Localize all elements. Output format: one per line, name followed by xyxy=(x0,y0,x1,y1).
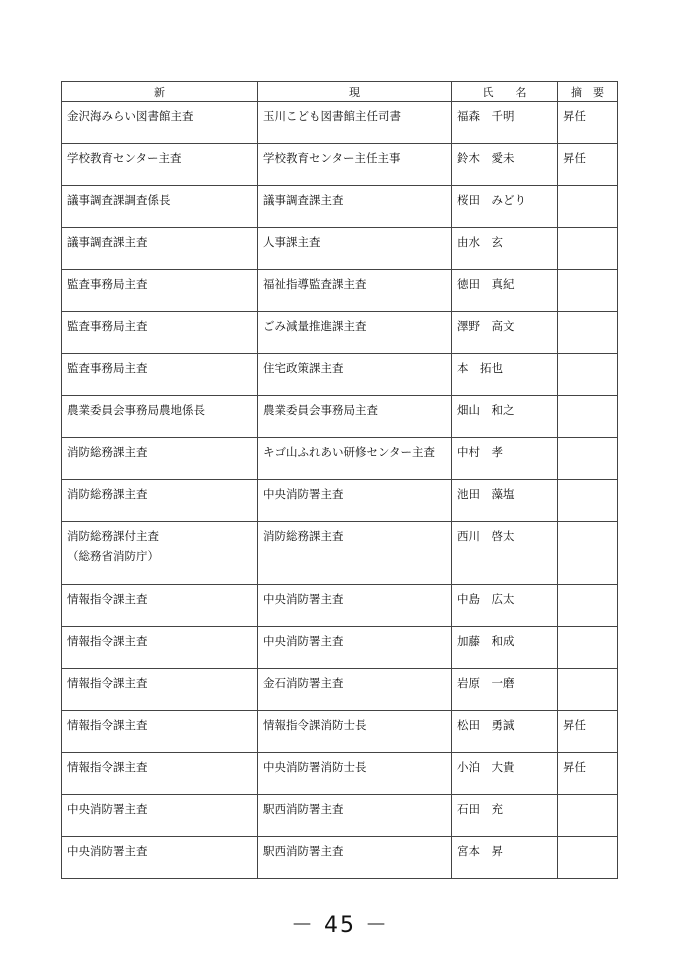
cell-remarks xyxy=(558,627,618,669)
table-row xyxy=(62,522,618,585)
header-remarks: 摘 要 xyxy=(558,82,618,102)
cell-current-position xyxy=(258,102,452,144)
cell-current-position-text: 学校教育センター主任主事 xyxy=(263,151,401,165)
cell-remarks xyxy=(558,270,618,312)
cell-remarks-text xyxy=(558,669,617,673)
cell-remarks-text xyxy=(558,186,617,190)
table-row xyxy=(62,837,618,879)
cell-name-text: 池田 藻塩 xyxy=(457,487,515,501)
new-position-line: 消防総務課付主査 xyxy=(67,529,159,543)
header-name: 氏 名 xyxy=(452,82,558,102)
cell-name-text: 小泊 大貴 xyxy=(457,760,515,774)
cell-current-position xyxy=(258,795,452,837)
table-row xyxy=(62,312,618,354)
cell-new-position xyxy=(62,186,258,228)
table-row xyxy=(62,228,618,270)
cell-current-position-text: 福祉指導監査課主査 xyxy=(263,277,367,291)
cell-name-text: 鈴木 愛未 xyxy=(457,151,515,165)
new-position-line: 中央消防署主査 xyxy=(67,802,148,816)
page-number: － 45 － xyxy=(291,913,389,938)
cell-current-position xyxy=(258,396,452,438)
cell-new-position xyxy=(62,627,258,669)
cell-current-position-text: 玉川こども図書館主任司書 xyxy=(263,109,401,123)
cell-name xyxy=(452,711,558,753)
cell-current-position xyxy=(258,438,452,480)
cell-name xyxy=(452,522,558,585)
table-row xyxy=(62,270,618,312)
new-position-line: 情報指令課主査 xyxy=(67,718,148,732)
cell-remarks-text: 昇任 xyxy=(563,109,586,123)
new-position-line: 監査事務局主査 xyxy=(67,277,148,291)
table-row xyxy=(62,753,618,795)
cell-current-position-text: 中央消防署消防士長 xyxy=(263,760,367,774)
cell-name xyxy=(452,669,558,711)
cell-current-position xyxy=(258,480,452,522)
cell-remarks xyxy=(558,711,618,753)
cell-current-position-text: 駅西消防署主査 xyxy=(263,844,344,858)
cell-remarks xyxy=(558,438,618,480)
cell-new-position xyxy=(62,228,258,270)
cell-current-position xyxy=(258,753,452,795)
cell-name xyxy=(452,795,558,837)
personnel-table xyxy=(61,81,618,879)
cell-current-position xyxy=(258,270,452,312)
cell-name-text: 畑山 和之 xyxy=(457,403,515,417)
cell-name-text: 西川 啓太 xyxy=(457,529,515,543)
new-position-line: 情報指令課主査 xyxy=(67,676,148,690)
cell-new-position xyxy=(62,585,258,627)
cell-remarks-text xyxy=(558,585,617,589)
cell-remarks-text xyxy=(558,837,617,841)
cell-name xyxy=(452,102,558,144)
new-position-line: 情報指令課主査 xyxy=(67,760,148,774)
cell-name-text: 本 拓也 xyxy=(457,361,503,375)
cell-name-text: 由水 玄 xyxy=(457,235,503,249)
cell-current-position-text: 駅西消防署主査 xyxy=(263,802,344,816)
cell-remarks-text xyxy=(558,312,617,316)
cell-new-position xyxy=(62,837,258,879)
cell-current-position xyxy=(258,354,452,396)
table-row xyxy=(62,144,618,186)
cell-remarks xyxy=(558,795,618,837)
table-row xyxy=(62,627,618,669)
cell-name xyxy=(452,186,558,228)
cell-new-position xyxy=(62,669,258,711)
new-position-line: 中央消防署主査 xyxy=(67,844,148,858)
cell-remarks-text xyxy=(558,270,617,274)
cell-current-position xyxy=(258,312,452,354)
cell-remarks xyxy=(558,585,618,627)
cell-remarks-text xyxy=(558,480,617,484)
cell-name-text: 岩原 一磨 xyxy=(457,676,515,690)
header-current: 現 xyxy=(258,82,452,102)
cell-name-text: 桜田 みどり xyxy=(457,193,526,207)
cell-remarks xyxy=(558,480,618,522)
cell-current-position-text: 住宅政策課主査 xyxy=(263,361,344,375)
cell-name xyxy=(452,480,558,522)
cell-current-position-text: 中央消防署主査 xyxy=(263,592,344,606)
table-row xyxy=(62,585,618,627)
cell-new-position xyxy=(62,480,258,522)
cell-current-position xyxy=(258,711,452,753)
cell-remarks xyxy=(558,312,618,354)
cell-remarks xyxy=(558,396,618,438)
cell-name xyxy=(452,270,558,312)
cell-remarks-text xyxy=(558,228,617,232)
new-position-line: 金沢海みらい図書館主査 xyxy=(67,109,194,123)
table-header-row xyxy=(62,82,618,102)
cell-remarks xyxy=(558,753,618,795)
table-row xyxy=(62,711,618,753)
cell-current-position xyxy=(258,837,452,879)
table-row xyxy=(62,480,618,522)
new-position-line: 監査事務局主査 xyxy=(67,361,148,375)
cell-remarks xyxy=(558,228,618,270)
cell-current-position xyxy=(258,585,452,627)
cell-remarks xyxy=(558,522,618,585)
new-position-line: 議事調査課主査 xyxy=(67,235,148,249)
cell-current-position xyxy=(258,669,452,711)
cell-name-text: 宮本 昇 xyxy=(457,844,503,858)
table-row xyxy=(62,669,618,711)
cell-current-position-text: 中央消防署主査 xyxy=(263,634,344,648)
cell-name-text: 加藤 和成 xyxy=(457,634,515,648)
cell-remarks xyxy=(558,837,618,879)
cell-remarks-text xyxy=(558,396,617,400)
cell-remarks-text xyxy=(558,627,617,631)
cell-new-position xyxy=(62,312,258,354)
new-position-line: （総務省消防庁） xyxy=(67,549,159,563)
cell-name-text: 福森 千明 xyxy=(457,109,515,123)
cell-new-position xyxy=(62,102,258,144)
cell-remarks-text xyxy=(558,354,617,358)
cell-new-position xyxy=(62,396,258,438)
cell-new-position xyxy=(62,438,258,480)
cell-remarks xyxy=(558,354,618,396)
cell-name xyxy=(452,396,558,438)
new-position-line: 農業委員会事務局農地係長 xyxy=(67,403,205,417)
cell-current-position-text: キゴ山ふれあい研修センター主査 xyxy=(263,445,436,459)
cell-remarks xyxy=(558,669,618,711)
cell-name xyxy=(452,354,558,396)
cell-new-position xyxy=(62,753,258,795)
cell-name xyxy=(452,585,558,627)
new-position-line: 監査事務局主査 xyxy=(67,319,148,333)
cell-new-position xyxy=(62,354,258,396)
cell-name xyxy=(452,627,558,669)
cell-remarks-text: 昇任 xyxy=(563,718,586,732)
cell-current-position-text: 情報指令課消防士長 xyxy=(263,718,367,732)
cell-name xyxy=(452,753,558,795)
cell-remarks-text xyxy=(558,438,617,442)
cell-new-position xyxy=(62,522,258,585)
table-body xyxy=(62,102,618,879)
cell-name xyxy=(452,228,558,270)
table-row xyxy=(62,186,618,228)
cell-current-position xyxy=(258,627,452,669)
new-position-line: 議事調査課調査係長 xyxy=(67,193,171,207)
cell-new-position xyxy=(62,144,258,186)
new-position-line: 学校教育センター主査 xyxy=(67,151,182,165)
cell-remarks xyxy=(558,186,618,228)
new-position-line: 消防総務課主査 xyxy=(67,445,148,459)
cell-current-position-text: ごみ減量推進課主査 xyxy=(263,319,367,333)
cell-new-position xyxy=(62,270,258,312)
cell-name xyxy=(452,837,558,879)
cell-remarks-text: 昇任 xyxy=(563,760,586,774)
cell-name-text: 石田 充 xyxy=(457,802,503,816)
cell-new-position xyxy=(62,795,258,837)
new-position-line: 消防総務課主査 xyxy=(67,487,148,501)
cell-current-position-text: 金石消防署主査 xyxy=(263,676,344,690)
cell-name-text: 徳田 真紀 xyxy=(457,277,515,291)
cell-current-position xyxy=(258,522,452,585)
cell-name-text: 澤野 高文 xyxy=(457,319,515,333)
cell-name-text: 中島 広太 xyxy=(457,592,515,606)
cell-current-position-text: 人事課主査 xyxy=(263,235,321,249)
cell-remarks xyxy=(558,102,618,144)
cell-remarks-text xyxy=(558,522,617,526)
cell-current-position-text: 議事調査課主査 xyxy=(263,193,344,207)
table-row xyxy=(62,795,618,837)
table-row xyxy=(62,354,618,396)
new-position-line: 情報指令課主査 xyxy=(67,634,148,648)
table-row xyxy=(62,438,618,480)
new-position-line: 情報指令課主査 xyxy=(67,592,148,606)
cell-remarks-text xyxy=(558,795,617,799)
cell-current-position xyxy=(258,144,452,186)
table-row xyxy=(62,102,618,144)
cell-current-position-text: 農業委員会事務局主査 xyxy=(263,403,378,417)
cell-name-text: 松田 勇誠 xyxy=(457,718,515,732)
header-new: 新 xyxy=(62,82,258,102)
cell-name-text: 中村 孝 xyxy=(457,445,503,459)
cell-current-position xyxy=(258,228,452,270)
table-row xyxy=(62,396,618,438)
cell-current-position xyxy=(258,186,452,228)
cell-remarks-text: 昇任 xyxy=(563,151,586,165)
cell-name xyxy=(452,144,558,186)
cell-name xyxy=(452,312,558,354)
cell-new-position xyxy=(62,711,258,753)
cell-name xyxy=(452,438,558,480)
cell-current-position-text: 消防総務課主査 xyxy=(263,529,344,543)
cell-remarks xyxy=(558,144,618,186)
cell-current-position-text: 中央消防署主査 xyxy=(263,487,344,501)
